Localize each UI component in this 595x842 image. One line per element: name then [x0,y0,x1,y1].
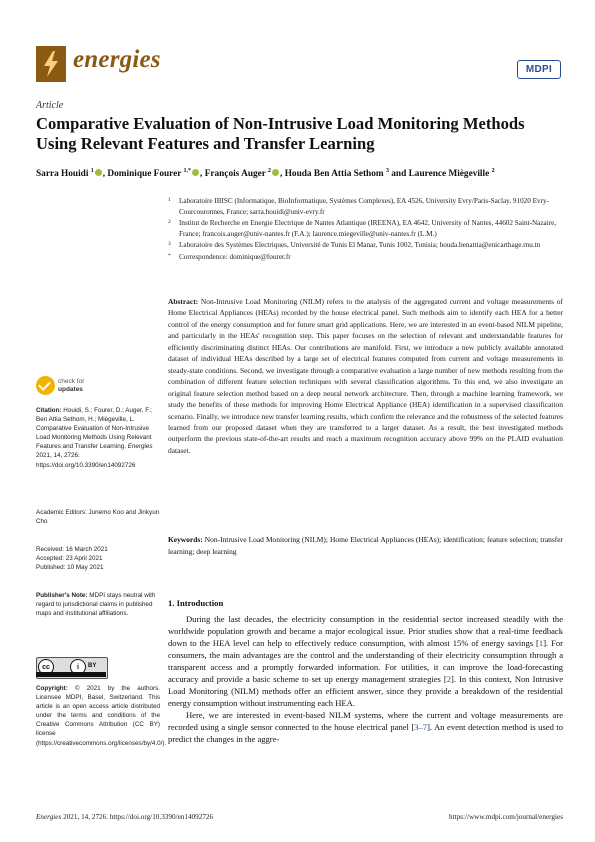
section-heading: 1. Introduction [168,598,224,608]
paragraph-text: During the last decades, the electricity consumption in the residential sector increased steadily with the worldwide population growth and became a major ecological issue. Prior studies show that a real-time feedback down to the HEA level can help to effectively reduce consumption, with almost 15% of energy savings [ [168,614,563,649]
introduction-body [168,613,563,746]
publisher-note-label: Publisher's Note: [36,592,88,599]
affiliation-number: * [168,252,171,259]
citation-reference-link[interactable]: 2 [446,674,451,685]
cc-by-text: BY [88,663,97,669]
affiliation-number: 1 [168,197,171,203]
affiliation-number: 3 [168,241,171,248]
affiliation-text: Institut de Recherche en Energie Electrique de Nantes Atlantique (IREENA), EA 4642, University of Nantes, 44602 Saint-Nazaire, France; francois.auger@univ-nantes.fr (F.A.); laurence.miegeville@univ-nantes.fr (L.M.) [179,219,557,238]
affiliation-text: Laboratoire des Systèmes Electriques, Université de Tunis El Manar, Tunis 1002, Tunisia; houda.benattia@enicarthage.rnu.tn [179,241,541,250]
author-separator: and [388,169,409,180]
date-published: Published: 10 May 2021 [36,564,104,572]
affiliation-item [168,252,563,263]
footer-citation [36,813,213,821]
mdpi-logo[interactable] [517,60,561,79]
publication-dates [36,545,160,572]
author-separator: , [200,169,205,180]
affiliation-text: Laboratoire IBISC (Informatique, BioInformatique, Systèmes Complexes), EA 4526, University Evry/Paris-Saclay, 91020 Evry-Courcouronnes, France; sarra.houidi@univ-evry.fr [179,197,550,216]
author-name[interactable]: Dominique Fourer [107,169,184,180]
author-name[interactable]: Laurence Miègeville [408,169,492,180]
check-for-updates-button[interactable] [36,376,126,398]
abstract [168,296,563,456]
copyright-text: © 2021 by the authors. Licensee MDPI, Basel, Switzerland. This article is an open access article distributed under the terms and conditions of the Creative Commons Attribution (CC BY) license (https://creativecommons.org/licenses/by/4.0/). [36,685,167,747]
affiliation-item [168,240,563,251]
article-type: Article [36,100,64,111]
footer-citation-text[interactable]: 2021, 14, 2726. https://doi.org/10.3390/en14092726 [63,813,214,821]
paragraph-text: ]. An event detection method is used to predict the changes in the aggre- [168,722,563,745]
body-paragraph [168,709,563,745]
checkmark-icon [36,376,55,395]
journal-name[interactable]: energies [73,46,161,73]
check-updates-line1: check for [58,378,85,385]
academic-editors: Academic Editors: Junemo Koo and Jinkyun Cho [36,509,160,526]
journal-logo-icon [36,46,66,82]
author-name[interactable]: François Auger [204,169,269,180]
orcid-icon[interactable] [272,169,279,176]
author-name[interactable]: Houda Ben Attia Sethom [284,169,386,180]
citation-text: Houidi, S.; Fourer, D.; Auger, F.; Ben Attia Sethom, H.; Miègeville, L. Comparative Evaluation of Non-Intrusive Load Monitoring Methods Using Relevant Features and Transfer Learning. [36,407,152,451]
author-affiliation-marker: 1,* [183,168,192,174]
publisher-note [36,591,160,618]
paragraph-text: ]. For consumers, the main advantages are the control and the understanding of their electricity consumption through a transparent access and a promptly forwarded information. For utilities, it can improve the load-forecasting accuracy and provide a basic scheme to set up energy management strategies [ [168,638,563,685]
copyright-label: Copyright: [36,685,68,692]
keywords [168,534,563,557]
keywords-label: Keywords: [168,535,203,544]
paper-title: Comparative Evaluation of Non-Intrusive Load Monitoring Methods Using Relevant Features and Transfer Learning [36,114,525,153]
footer-journal: Energies [36,813,62,821]
orcid-icon[interactable] [192,169,199,176]
paragraph-text: ]. In this context, Non Intrusive Load Monitoring (NILM) methods offer an efficient answer, since they provide a breakdown of the residential energy consumption without instrumenting each HEA. [168,674,563,709]
copyright-block [36,684,167,748]
date-accepted: Accepted: 23 April 2021 [36,555,103,563]
footer-journal-url[interactable]: https://www.mdpi.com/journal/energies [449,813,563,821]
author-affiliation-marker: 3 [385,168,389,174]
date-received: Received: 16 March 2021 [36,546,108,553]
publisher-note-text: MDPI stays neutral with regard to jurisdictional claims in published maps and institutional affiliations. [36,592,156,618]
citation-block [36,406,160,470]
keywords-text: Non-Intrusive Load Monitoring (NILM); Home Electrical Appliances (HEAs); identification; feature selection; transfer learning; deep learning [168,535,563,556]
affiliation-number: 2 [168,219,171,226]
attribution-person-icon: i [70,659,86,675]
affiliation-text: Correspondence: dominique@fourer.fr [179,252,291,261]
body-paragraph [168,613,563,709]
affiliations [168,196,563,264]
mdpi-logo-text: MDPI [525,64,553,75]
author-separator: , [102,169,108,180]
citation-journal: Energies [127,443,153,451]
author-affiliation-marker: 1 [90,168,94,174]
citation-label: Citation: [36,407,62,414]
abstract-text: Non-Intrusive Load Monitoring (NILM) refers to the analysis of the aggregated current and voltage measurements of Home Electrical Appliances (HEAs) recorded by the house electrical panel. Such methods aim to identify each HEA for a better control of the energy consumption and for future smart grid applications. Here, we are interested in an event-based NILM pipeline, and particularly in the HEAs' recognition step. This paper focuses on the selection of relevant and understandable features for efficiently discriminating distinct HEAs. Our contributions are manifold. First, we introduce a new publicly available annotated dataset of individual HEAs described by a large set of electrical features computed from current and voltage measurements in steady-state conditions. Second, we investigate through a comparative evaluation a large number of new methods resulting from the combination of different feature selection techniques with several classification algorithms. To this end, we also investigate an original feature selection method based on a deep neural network architecture. Then, through a machine learning framework, we study the benefits of these methods for improving Home Electrical Appliance (HEA) identification in a supervised classification scenario. Finally, we introduce new transfer learning results, which confirm the relevance and the robustness of the selected features learned from our proposed dataset when they are transferred to a larger dataset. As a result, the best investigated methods outperform the previous state-of-the-art results and reach a maximum recognition accuracy above 99% on the PLAID evaluation dataset. [168,297,563,455]
affiliation-item [168,196,563,217]
author-affiliation-marker: 2 [491,168,495,174]
orcid-icon[interactable] [95,169,102,176]
citation-doi-link[interactable]: 2021, 14, 2726. https://doi.org/10.3390/en14092726 [36,452,136,469]
affiliation-item [168,218,563,239]
cc-by-license-icon[interactable] [36,657,106,677]
author-separator: , [280,169,285,180]
author-list [36,165,561,180]
author-name[interactable]: Sarra Houidi [36,169,91,180]
citation-reference-link[interactable]: 3–7 [414,722,428,733]
check-updates-line2: updates [58,385,83,393]
abstract-label: Abstract: [168,297,199,306]
citation-reference-link[interactable]: 1 [538,638,544,649]
paragraph-text: Here, we are interested in event-based NILM systems, where the current and voltage measurements are recorded using a single sensor connected to the house electrical panel [ [168,710,563,733]
cc-icon: cc [38,659,54,675]
author-affiliation-marker: 2 [268,168,272,174]
